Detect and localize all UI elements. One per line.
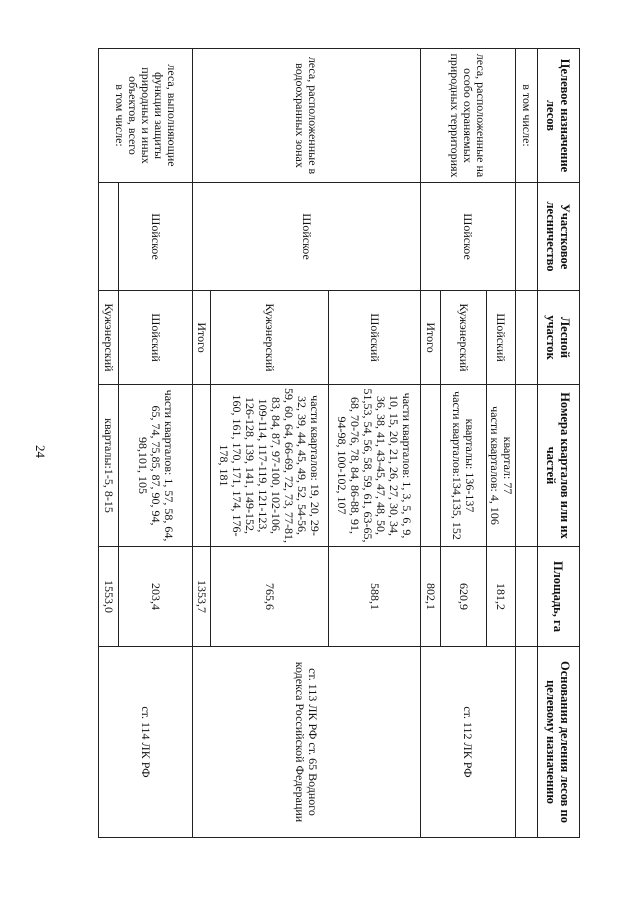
cell-water-purpose: леса, расположенные в водоохранных зонах <box>193 49 421 183</box>
cell-total-label: Итого <box>421 291 441 385</box>
header-area-ha: Площадь, га <box>538 547 580 647</box>
table-row <box>119 49 193 838</box>
quarters-line: квартал: 77 <box>501 436 515 495</box>
cell-area-ha: 802,1 <box>421 547 441 647</box>
cell-quarters <box>487 385 516 547</box>
header-district: Участковое лесничество <box>538 183 580 291</box>
purpose-text: леса, выполняющие функции защиты природных и иных объектов, всего <box>126 64 179 167</box>
cell-forest-area: Кужэнерский <box>99 291 119 385</box>
header-basis: Основания деления лесов по целевому назначению <box>538 647 580 838</box>
table-row <box>329 49 421 838</box>
forest-purpose-table <box>98 48 580 838</box>
cell-basis: ст. 112 ЛК РФ <box>421 647 516 838</box>
table-header-row <box>538 49 580 838</box>
cell-water-district: Шойское <box>193 183 421 291</box>
cell-quarters: части кварталов: 1, 3, 5, 6, 9, 10, 15, 20, 21, 26, 27, 30, 34, 36, 38, 41, 43-45, 47, 48, 50, 51,53, 54, 56, 58, 59, 61, 63-65, 68, 70-76, 78, 84, 86-88, 91, 94-98, 100-102, 107 <box>329 385 421 547</box>
cell-in-that-number: в том числе: <box>516 49 538 183</box>
cell-area-ha: 588,1 <box>329 547 421 647</box>
cell-basis: ст. 113 ЛК РФ ст. 65 Водного кодекса Российской Федерации <box>193 647 421 838</box>
header-forest-area: Лесной участок <box>538 291 580 385</box>
cell-quarters: части кварталов: 1, 57, 58, 64, 65, 74, 75,85, 87, 90, 94, 98,101, 105 <box>119 385 193 547</box>
cell-area-ha: 1353,7 <box>193 547 211 647</box>
cell-protected-district: Шойское <box>421 183 516 291</box>
quarters-line: части кварталов: 4, 106 <box>488 406 502 525</box>
table-row <box>487 49 516 838</box>
cell-protected-purpose: леса, расположенные на особо охраняемых природных территориях <box>421 49 516 183</box>
cell-quarters <box>441 385 487 547</box>
cell-area-ha: 181,2 <box>487 547 516 647</box>
cell-area-ha: 203,4 <box>119 547 193 647</box>
cell-quarters: части кварталов: 19, 20, 29-32, 39, 44, 45, 49, 52, 54-56, 59, 60, 64, 66-69, 72, 73, 77-81, 83, 84, 87, 97-100, 102-106, 109-114, 117-119, 121-123, 126-128, 139, 141, 149-152, 160, 161, 170, 171, 174, 176-178, 181 <box>211 385 329 547</box>
table-row <box>516 49 538 838</box>
quarters-line: кварталы: 136-137 <box>463 418 478 513</box>
cell-forest-area: Шойский <box>329 291 421 385</box>
header-quarters: Номера кварталов или их частей <box>538 385 580 547</box>
cell-area-ha: 620,9 <box>441 547 487 647</box>
cell-quarters: кварталы:1-5, 8-15 <box>99 385 119 547</box>
cell-func-district: Шойское <box>119 183 193 291</box>
cell-area-ha: 765,6 <box>211 547 329 647</box>
in-that-number-text: в том числе: <box>113 84 127 147</box>
cell-forest-area: Шойский <box>487 291 516 385</box>
page-number: 24 <box>33 445 48 458</box>
cell-forest-area: Шойский <box>119 291 193 385</box>
quarters-line: части кварталов:134,135, 152 <box>450 391 465 540</box>
cell-func-purpose <box>99 49 193 183</box>
cell-area-ha: 1553,0 <box>99 547 119 647</box>
cell-forest-area: Кужэнерский <box>211 291 329 385</box>
cell-basis: ст. 114 ЛК РФ <box>99 647 193 838</box>
header-purpose: Целевое назначение лесов <box>538 49 580 183</box>
cell-total-label: Итого <box>193 291 211 385</box>
cell-forest-area: Кужэнерский <box>441 291 487 385</box>
